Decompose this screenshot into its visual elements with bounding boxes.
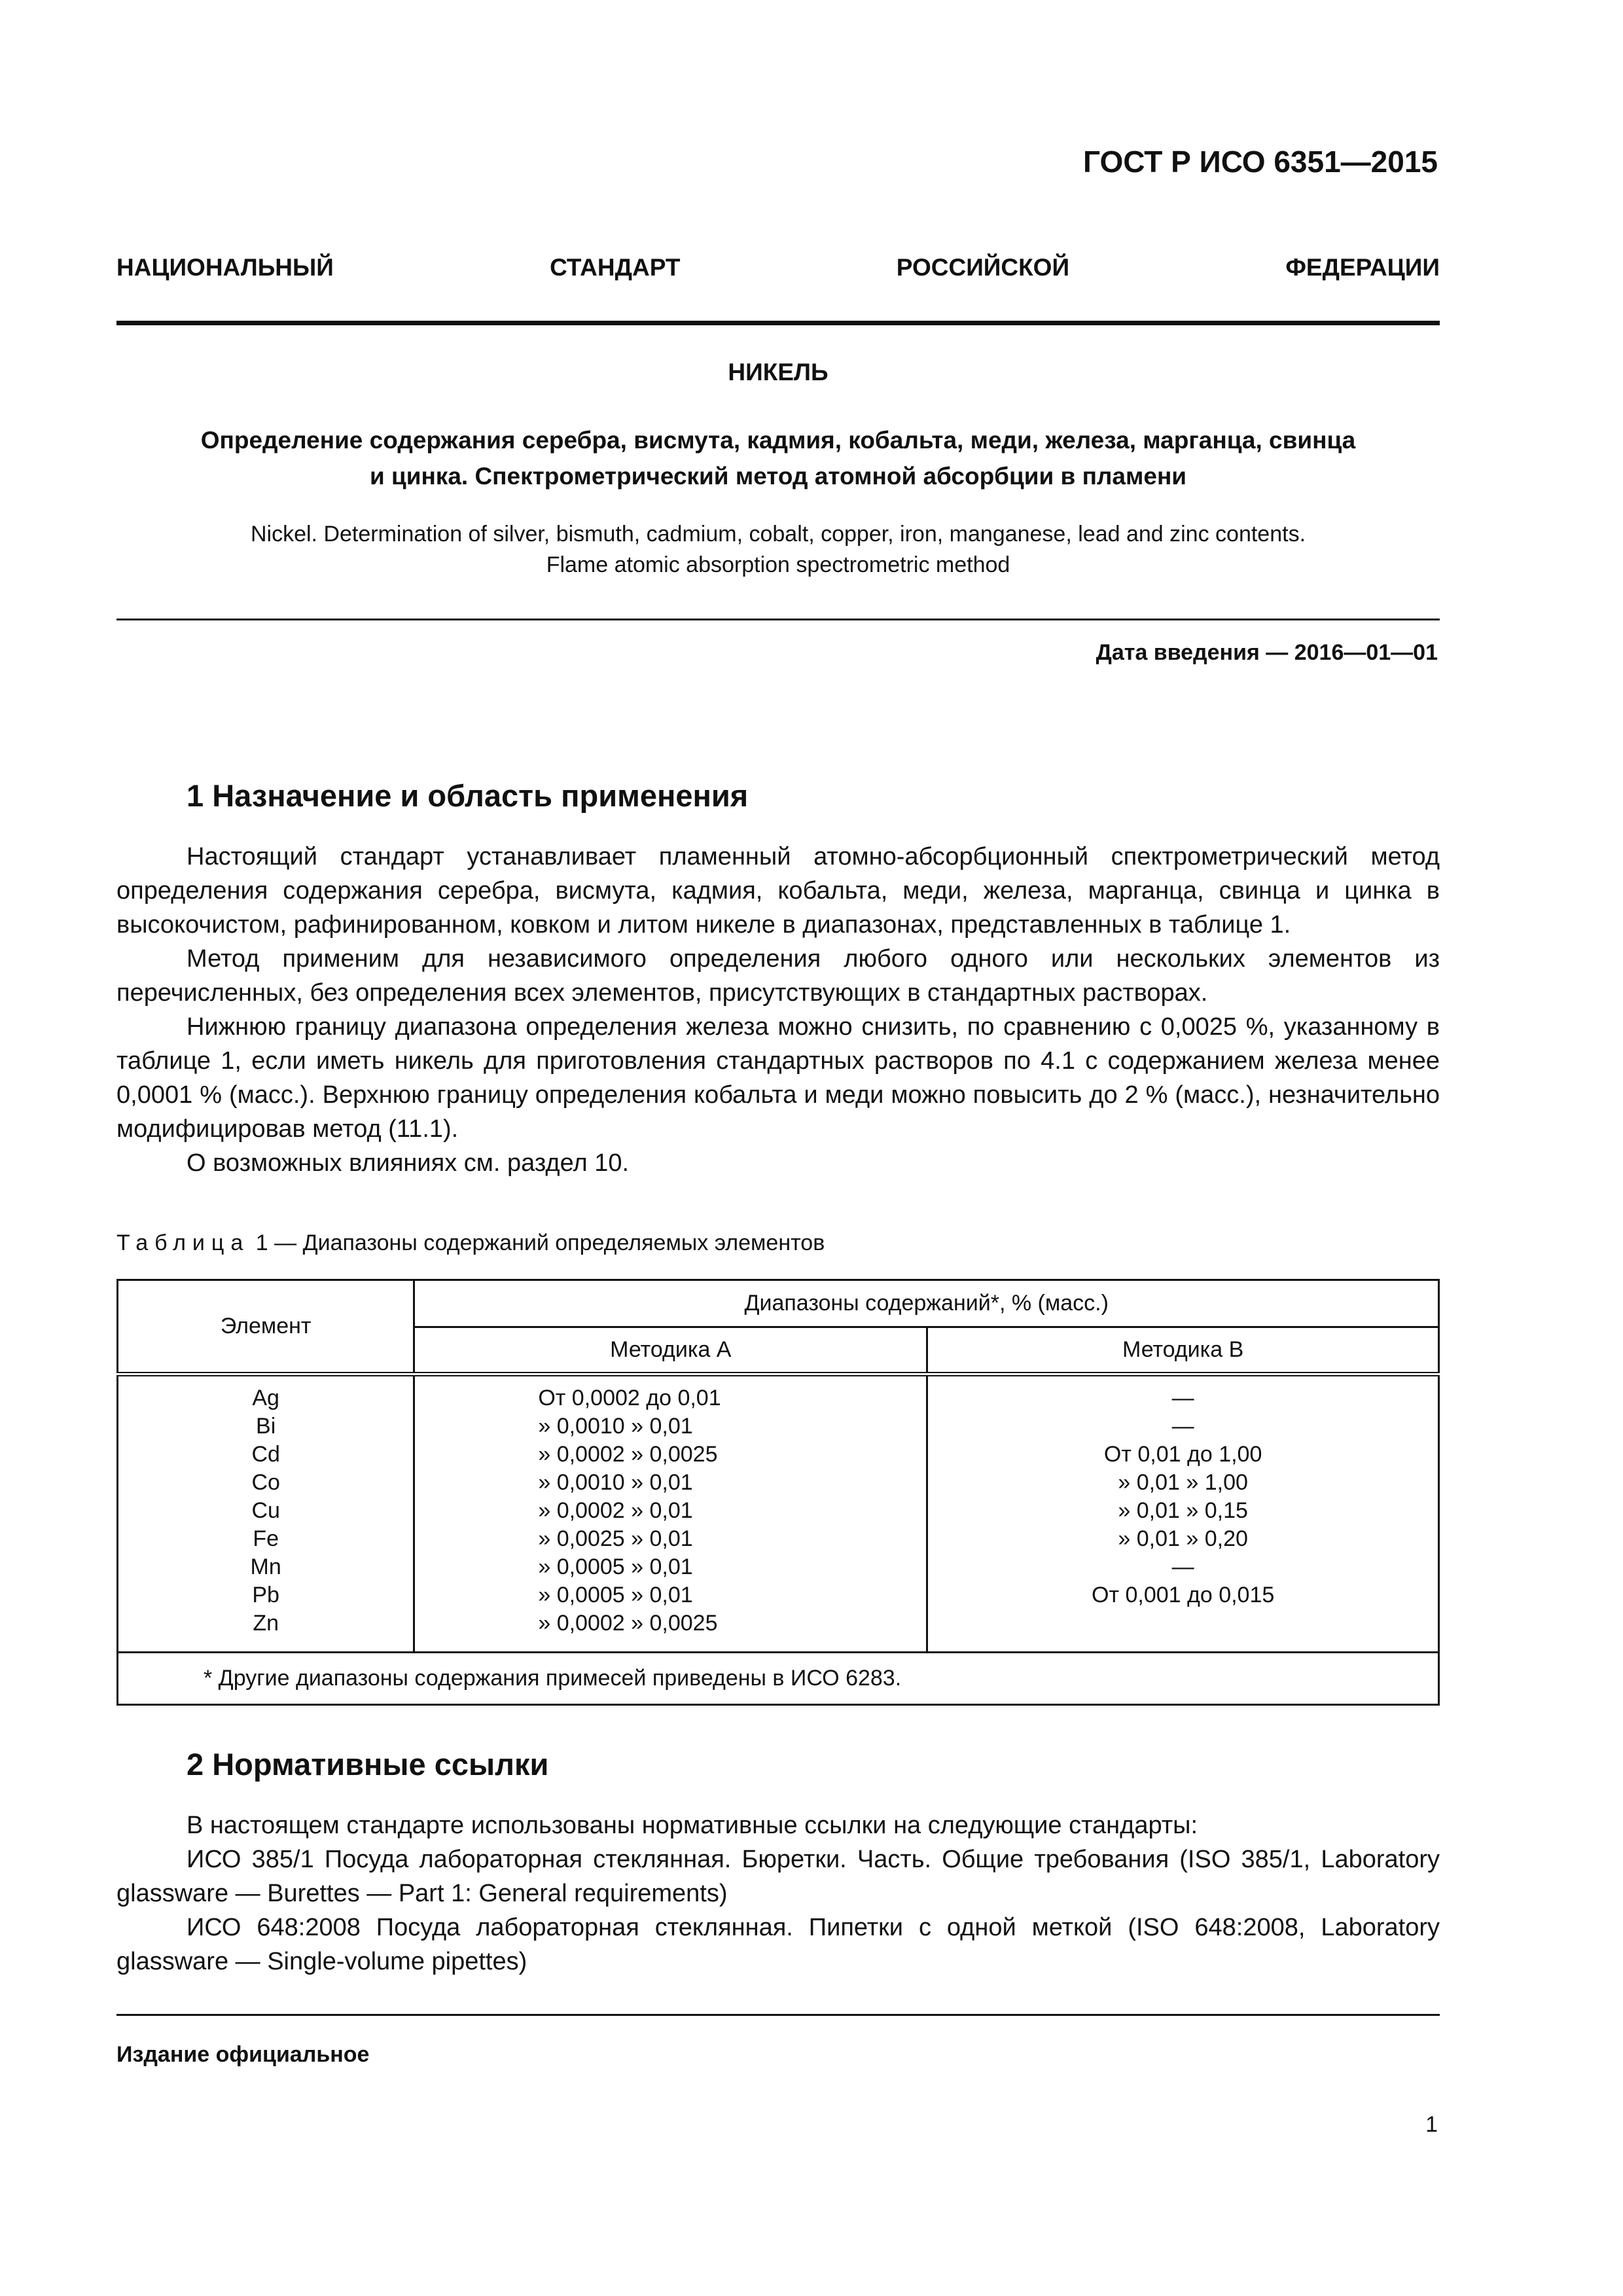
national-standard-banner: НАЦИОНАЛЬНЫЙ СТАНДАРТ РОССИЙСКОЙ ФЕДЕРАЦИИ <box>116 254 1440 281</box>
table-cell-element: Fe <box>253 1526 279 1551</box>
section-1-paragraph: Нижнюю границу диапазона определения железа можно снизить, по сравнению с 0,0025 %, указанному в таблице 1, если иметь никель для приготовления стандартных растворов по 4.1 с содержанием железа менее 0,0001 % (масс.). Верхнюю границу определения кобальта и меди можно повысить до 2 % (масс.), незначительно модифицировав метод (11.1). <box>116 1013 1440 1143</box>
page-number: 1 <box>1425 2112 1438 2137</box>
header-method-a: Методика А <box>414 1327 927 1374</box>
method-a-column <box>414 1374 927 1653</box>
element-list <box>118 1384 413 1638</box>
subtitle-line-2: и цинка. Спектрометрический метод атомной абсорбции в пламени <box>369 463 1187 490</box>
table-cell-method-a: » 0,0002 » 0,01 <box>538 1498 693 1523</box>
section-2-paragraph: В настоящем стандарте использованы нормативные ссылки на следующие стандарты: <box>187 1812 1198 1839</box>
table-cell-element: Bi <box>256 1414 276 1439</box>
table-cell-method-a: » 0,0002 » 0,0025 <box>538 1611 718 1636</box>
header-ranges-group: Диапазоны содержаний*, % (масс.) <box>414 1280 1439 1327</box>
section-1-paragraph: Настоящий стандарт устанавливает пламенный атомно-абсорбционный спектрометрический метод определения содержания серебра, висмута, кадмия, кобальта, меди, железа, марганца, свинца и цинка в высокочистом, рафинированном, ковком и литом никеле в диапазонах, представленных в таблице 1. <box>116 843 1440 939</box>
top-divider <box>116 321 1440 325</box>
table-cell-method-a: » 0,0010 » 0,01 <box>538 1470 693 1495</box>
table-cell-method-b: От 0,01 до 1,00 <box>1103 1442 1262 1467</box>
table-caption-text: 1 — Диапазоны содержаний определяемых элементов <box>255 1230 825 1255</box>
header-method-b: Методика В <box>927 1327 1439 1374</box>
introduction-date: Дата введения — 2016—01—01 <box>1096 640 1438 665</box>
method-b-column <box>927 1374 1439 1653</box>
table-cell-method-b: » 0,01 » 1,00 <box>1118 1470 1248 1495</box>
title-divider <box>116 619 1440 620</box>
document-subtitle <box>116 422 1440 494</box>
header-element: Элемент <box>118 1280 414 1374</box>
table-cell-method-a: » 0,0002 » 0,0025 <box>538 1442 718 1467</box>
table-cell-element: Zn <box>253 1611 279 1636</box>
document-number: ГОСТ Р ИСО 6351—2015 <box>1082 145 1438 179</box>
table-cell-element: Cu <box>251 1498 280 1523</box>
table-cell-method-b: От 0,001 до 0,015 <box>1092 1583 1275 1607</box>
table-cell-method-b: » 0,01 » 0,15 <box>1118 1498 1248 1523</box>
document-title: НИКЕЛЬ <box>728 359 829 386</box>
section-1-heading: 1 Назначение и область применения <box>187 778 749 813</box>
section-2-reference: ИСО 648:2008 Посуда лабораторная стеклянная. Пипетки с одной меткой (ISO 648:2008, Laboratory glassware — Single-volume pipettes) <box>116 1914 1440 1975</box>
table-cell-method-b: — <box>1171 1414 1194 1439</box>
section-1-paragraph: О возможных влияниях см. раздел 10. <box>187 1149 630 1177</box>
section-2-body <box>116 1808 1440 1979</box>
table-cell-method-a: » 0,0005 » 0,01 <box>538 1583 693 1607</box>
elements-range-table <box>116 1279 1440 1706</box>
table-cell-method-a: От 0,0002 до 0,01 <box>538 1386 721 1410</box>
element-column <box>118 1374 414 1653</box>
english-title <box>116 519 1440 581</box>
table-cell-method-a: » 0,0025 » 0,01 <box>538 1526 693 1551</box>
table-caption-word: Таблица <box>116 1230 250 1255</box>
footer-divider <box>116 2014 1440 2016</box>
section-2-reference: ИСО 385/1 Посуда лабораторная стеклянная. Бюретки. Часть. Общие требования (ISO 385/1, Laboratory glassware — Burettes — Part 1: General requirements) <box>116 1846 1440 1907</box>
subtitle-line-1: Определение содержания серебра, висмута, кадмия, кобальта, меди, железа, марганца, свинца <box>200 427 1356 454</box>
table-cell-method-b: — <box>1171 1386 1194 1410</box>
table-cell-element: Mn <box>250 1554 281 1579</box>
table-cell-element: Co <box>251 1470 280 1495</box>
section-2-heading: 2 Нормативные ссылки <box>187 1747 549 1782</box>
table-cell-element: Cd <box>251 1442 280 1467</box>
table-footnote: * Другие диапазоны содержания примесей приведены в ИСО 6283. <box>118 1653 1439 1705</box>
section-1-paragraph: Метод применим для независимого определения любого одного или нескольких элементов из перечисленных, без определения всех элементов, присутствующих в стандартных растворах. <box>116 945 1440 1007</box>
method-b-list <box>928 1384 1438 1638</box>
table-cell-method-b: — <box>1171 1554 1194 1579</box>
table-cell-element: Ag <box>252 1386 279 1410</box>
method-a-list <box>415 1384 926 1638</box>
table-caption <box>116 1230 825 1256</box>
section-1-body <box>116 840 1440 1180</box>
table-cell-element: Pb <box>252 1583 279 1607</box>
english-title-line-1: Nickel. Determination of silver, bismuth, cadmium, cobalt, copper, iron, manganese, lead and zinc contents. <box>250 522 1306 547</box>
table-cell-method-b <box>928 1609 1438 1638</box>
table-cell-method-b: » 0,01 » 0,20 <box>1118 1526 1248 1551</box>
english-title-line-2: Flame atomic absorption spectrometric method <box>546 552 1010 577</box>
official-edition-label: Издание официальное <box>116 2042 370 2067</box>
table-cell-method-a: » 0,0005 » 0,01 <box>538 1554 693 1579</box>
table-cell-method-a: » 0,0010 » 0,01 <box>538 1414 693 1439</box>
